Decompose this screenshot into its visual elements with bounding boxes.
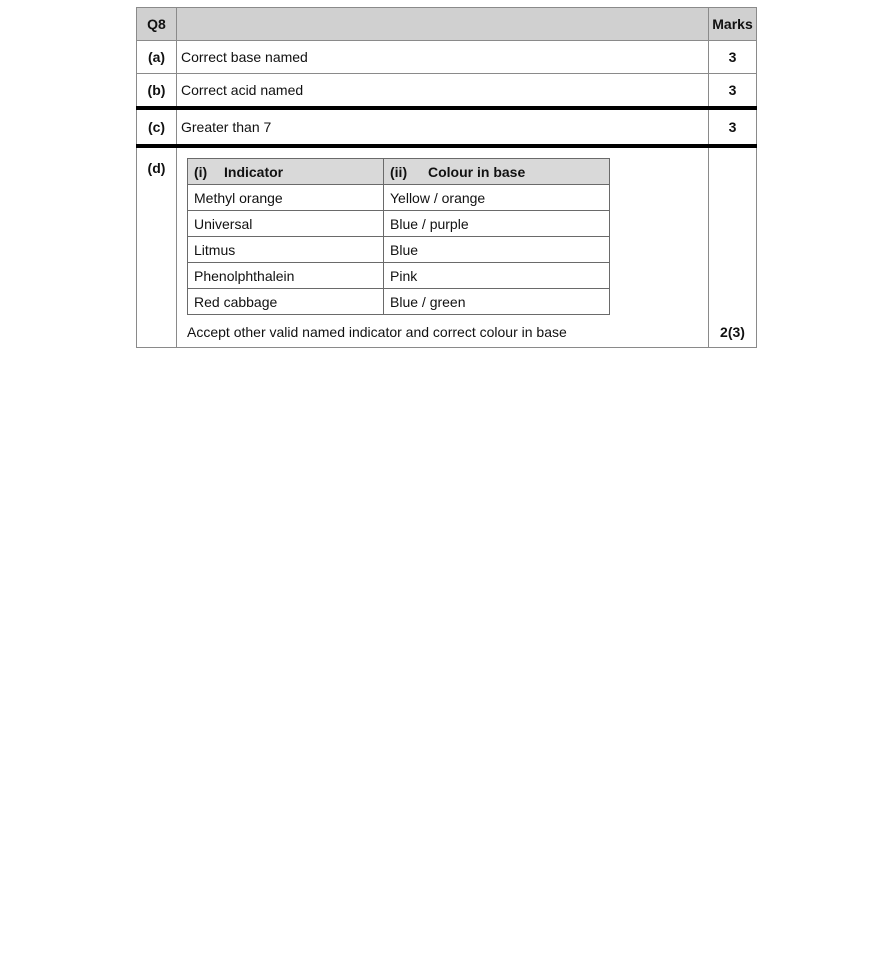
part-label: (c) <box>137 108 177 146</box>
indicator-name: Red cabbage <box>188 289 384 315</box>
part-answer: Correct acid named <box>177 74 709 109</box>
colour-in-base: Blue / green <box>384 289 610 315</box>
indicator-name: Litmus <box>188 237 384 263</box>
part-label: (a) <box>137 41 177 74</box>
colour-column-header <box>384 159 610 185</box>
indicator-row <box>188 237 610 263</box>
column-title: Indicator <box>224 163 284 180</box>
part-b-row <box>137 74 757 109</box>
part-marks: 3 <box>709 74 757 109</box>
indicator-row <box>188 263 610 289</box>
colour-in-base: Yellow / orange <box>384 185 610 211</box>
column-title: Colour in base <box>428 163 526 180</box>
header-row <box>137 8 757 41</box>
indicator-name: Universal <box>188 211 384 237</box>
part-answer: Greater than 7 <box>177 108 709 146</box>
marks-header: Marks <box>709 8 757 41</box>
subpart-number: (i) <box>194 163 208 180</box>
part-marks: 3 <box>709 108 757 146</box>
indicator-table <box>187 158 610 315</box>
mark-scheme-table <box>136 7 757 348</box>
header-blank-cell <box>177 8 709 41</box>
indicator-name: Phenolphthalein <box>188 263 384 289</box>
part-d-row <box>137 146 757 348</box>
part-label: (d) <box>137 146 177 348</box>
part-c-row <box>137 108 757 146</box>
indicator-row <box>188 185 610 211</box>
subpart-number: (ii) <box>390 163 408 180</box>
indicator-column-header <box>188 159 384 185</box>
acceptance-note: Accept other valid named indicator and correct colour in base <box>187 324 567 340</box>
indicator-row <box>188 211 610 237</box>
part-a-row <box>137 41 757 74</box>
colour-in-base: Pink <box>384 263 610 289</box>
indicator-row <box>188 289 610 315</box>
colour-in-base: Blue <box>384 237 610 263</box>
indicator-name: Methyl orange <box>188 185 384 211</box>
question-number: Q8 <box>137 8 177 41</box>
part-marks: 2(3) <box>709 146 757 348</box>
part-marks: 3 <box>709 41 757 74</box>
indicator-table-header <box>188 159 610 185</box>
part-label: (b) <box>137 74 177 109</box>
colour-in-base: Blue / purple <box>384 211 610 237</box>
part-d-content <box>177 146 709 348</box>
part-answer: Correct base named <box>177 41 709 74</box>
